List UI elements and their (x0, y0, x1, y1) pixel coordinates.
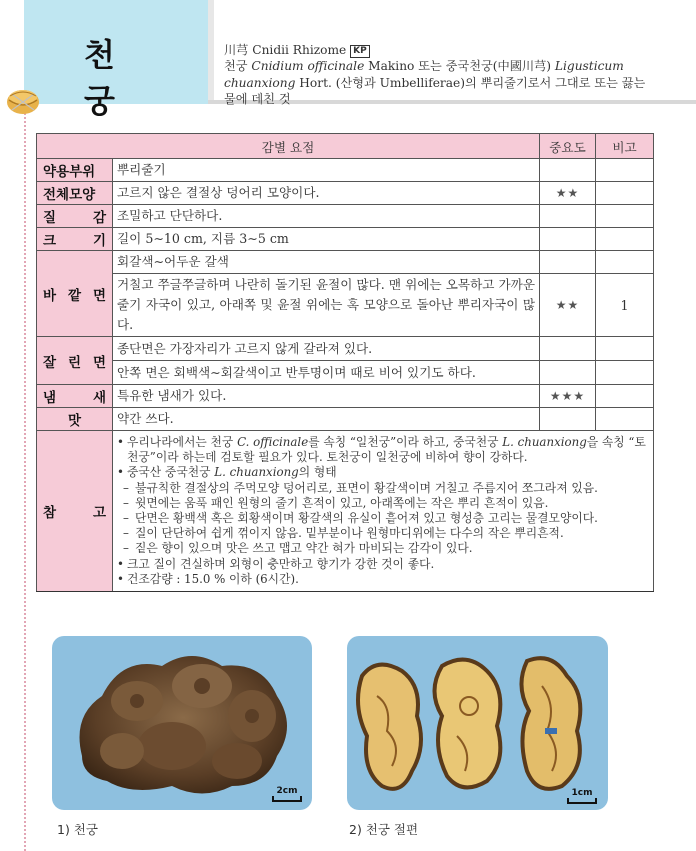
table-row (37, 159, 654, 182)
table-row (37, 274, 654, 337)
remark-value: 1 (596, 274, 654, 337)
table-row (37, 182, 654, 205)
herb-bundle-icon (4, 80, 42, 120)
reference-subitem: – 질이 단단하여 쉽게 꺾이지 않음. 밑부분이나 원형마디위에는 다수의 작은 뿌리흔적. (117, 526, 649, 541)
table-row (37, 408, 654, 431)
reference-subitem: – 불규칙한 결절상의 주먹모양 덩어리로, 표면이 황갈색이며 거칠고 주름지어 쪼그라져 있음. (117, 481, 649, 496)
row-label: 바 깥 면 (37, 251, 113, 337)
row-text: 고르지 않은 결절상 덩어리 모양이다. (113, 182, 540, 205)
row-text: 뿌리줄기 (113, 159, 540, 182)
photo-cheongung-slices (347, 636, 608, 810)
row-text: 길이 5∼10 cm, 지름 3∼5 cm (113, 228, 540, 251)
importance-stars: ★★★ (540, 385, 596, 408)
row-label: 크 기 (37, 228, 113, 251)
reference-bullet: • 크고 질이 견실하며 외형이 충만하고 향기가 강한 것이 좋다. (117, 557, 649, 572)
photo-caption-1: 1) 천궁 (57, 822, 98, 837)
row-label: 질 감 (37, 205, 113, 228)
reference-bullet: • 중국산 중국천궁 L. chuanxiong의 형태 (117, 465, 649, 480)
page-title: 천 궁 (84, 36, 137, 120)
photo-caption-2: 2) 천궁 절편 (349, 822, 419, 837)
row-label: 약용부위 (37, 159, 113, 182)
importance-stars: ★★ (540, 274, 596, 337)
table-row (37, 251, 654, 274)
header-line-2: 천궁 Cnidium officinale Makino 또는 중국천궁(中國川芎) Ligusticum chuanxiong Hort. (산형과 Umbelliferae)의 뿌리줄기로서 그대로 또는 끓는 물에 데친 것 (224, 59, 646, 107)
row-text: 약간 쓰다. (113, 408, 540, 431)
row-text: 특유한 냄새가 있다. (113, 385, 540, 408)
row-text: 조밀하고 단단하다. (113, 205, 540, 228)
row-text: 안쪽 면은 회백색∼회갈색이고 반투명이며 때로 비어 있기도 하다. (113, 361, 540, 385)
reference-cell (113, 431, 654, 592)
table-header-row (37, 134, 654, 159)
reference-bullet: • 우리나라에서는 천궁 C. officinale를 속칭 “일천궁”이라 하고, 중국천궁 L. chuanxiong을 속칭 “토천궁”이라 하는데 검토할 필요가 있다. 토천궁이 일천궁에 비하여 향이 강하다. (117, 435, 649, 465)
row-label: 냄 새 (37, 385, 113, 408)
latin-name: Cnidii Rhizome (252, 43, 347, 57)
reference-list (117, 432, 649, 590)
table-row (37, 431, 654, 592)
row-text: 회갈색∼어두운 갈색 (113, 251, 540, 274)
rhizome-image (52, 636, 312, 810)
row-label: 맛 (37, 408, 113, 431)
table-row (37, 205, 654, 228)
col-header-main: 감별 요점 (37, 134, 540, 159)
reference-subitem: – 단면은 황백색 혹은 회황색이며 황갈색의 유실이 흩어져 있고 형성층 고리는 물결모양이다. (117, 511, 649, 526)
col-header-note: 비고 (596, 134, 654, 159)
header-line-1 (224, 42, 650, 58)
reference-bullet: • 건조감량 : 15.0 % 이하 (6시간). (117, 572, 649, 587)
table-row (37, 337, 654, 361)
identification-table (36, 133, 654, 592)
importance-stars: ★★ (540, 182, 596, 205)
scale-bar-2cm: 2cm (272, 786, 302, 802)
reference-subitem: – 윗면에는 움푹 패인 원형의 줄기 흔적이 있고, 아래쪽에는 작은 뿌리 흔적이 있음. (117, 496, 649, 511)
reference-subitem: – 짙은 향이 있으며 맛은 쓰고 맵고 약간 혀가 마비되는 감각이 있다. (117, 541, 649, 556)
photo-cheongung (52, 636, 312, 810)
col-header-importance: 중요도 (540, 134, 596, 159)
table-row (37, 228, 654, 251)
scale-bar-1cm: 1cm (567, 788, 597, 804)
row-text: 거칠고 쭈글쭈글하며 나란히 돌기된 윤절이 많다. 맨 위에는 오목하고 가까운 줄기 자국이 있고, 아래쪽 및 윤절 위에는 혹 모양으로 돌아난 뿌리자국이 많다. (113, 274, 540, 337)
page-margin-border (24, 0, 26, 851)
table-row (37, 361, 654, 385)
kp-badge: KP (350, 45, 370, 58)
row-label: 잘 린 면 (37, 337, 113, 385)
table-row (37, 385, 654, 408)
header-description (224, 42, 650, 108)
row-label: 전체모양 (37, 182, 113, 205)
slices-image (347, 636, 608, 810)
row-text: 종단면은 가장자리가 고르지 않게 갈라져 있다. (113, 337, 540, 361)
row-label: 참 고 (37, 431, 113, 592)
title-box (24, 0, 208, 120)
hanja-name: 川芎 (224, 43, 249, 57)
